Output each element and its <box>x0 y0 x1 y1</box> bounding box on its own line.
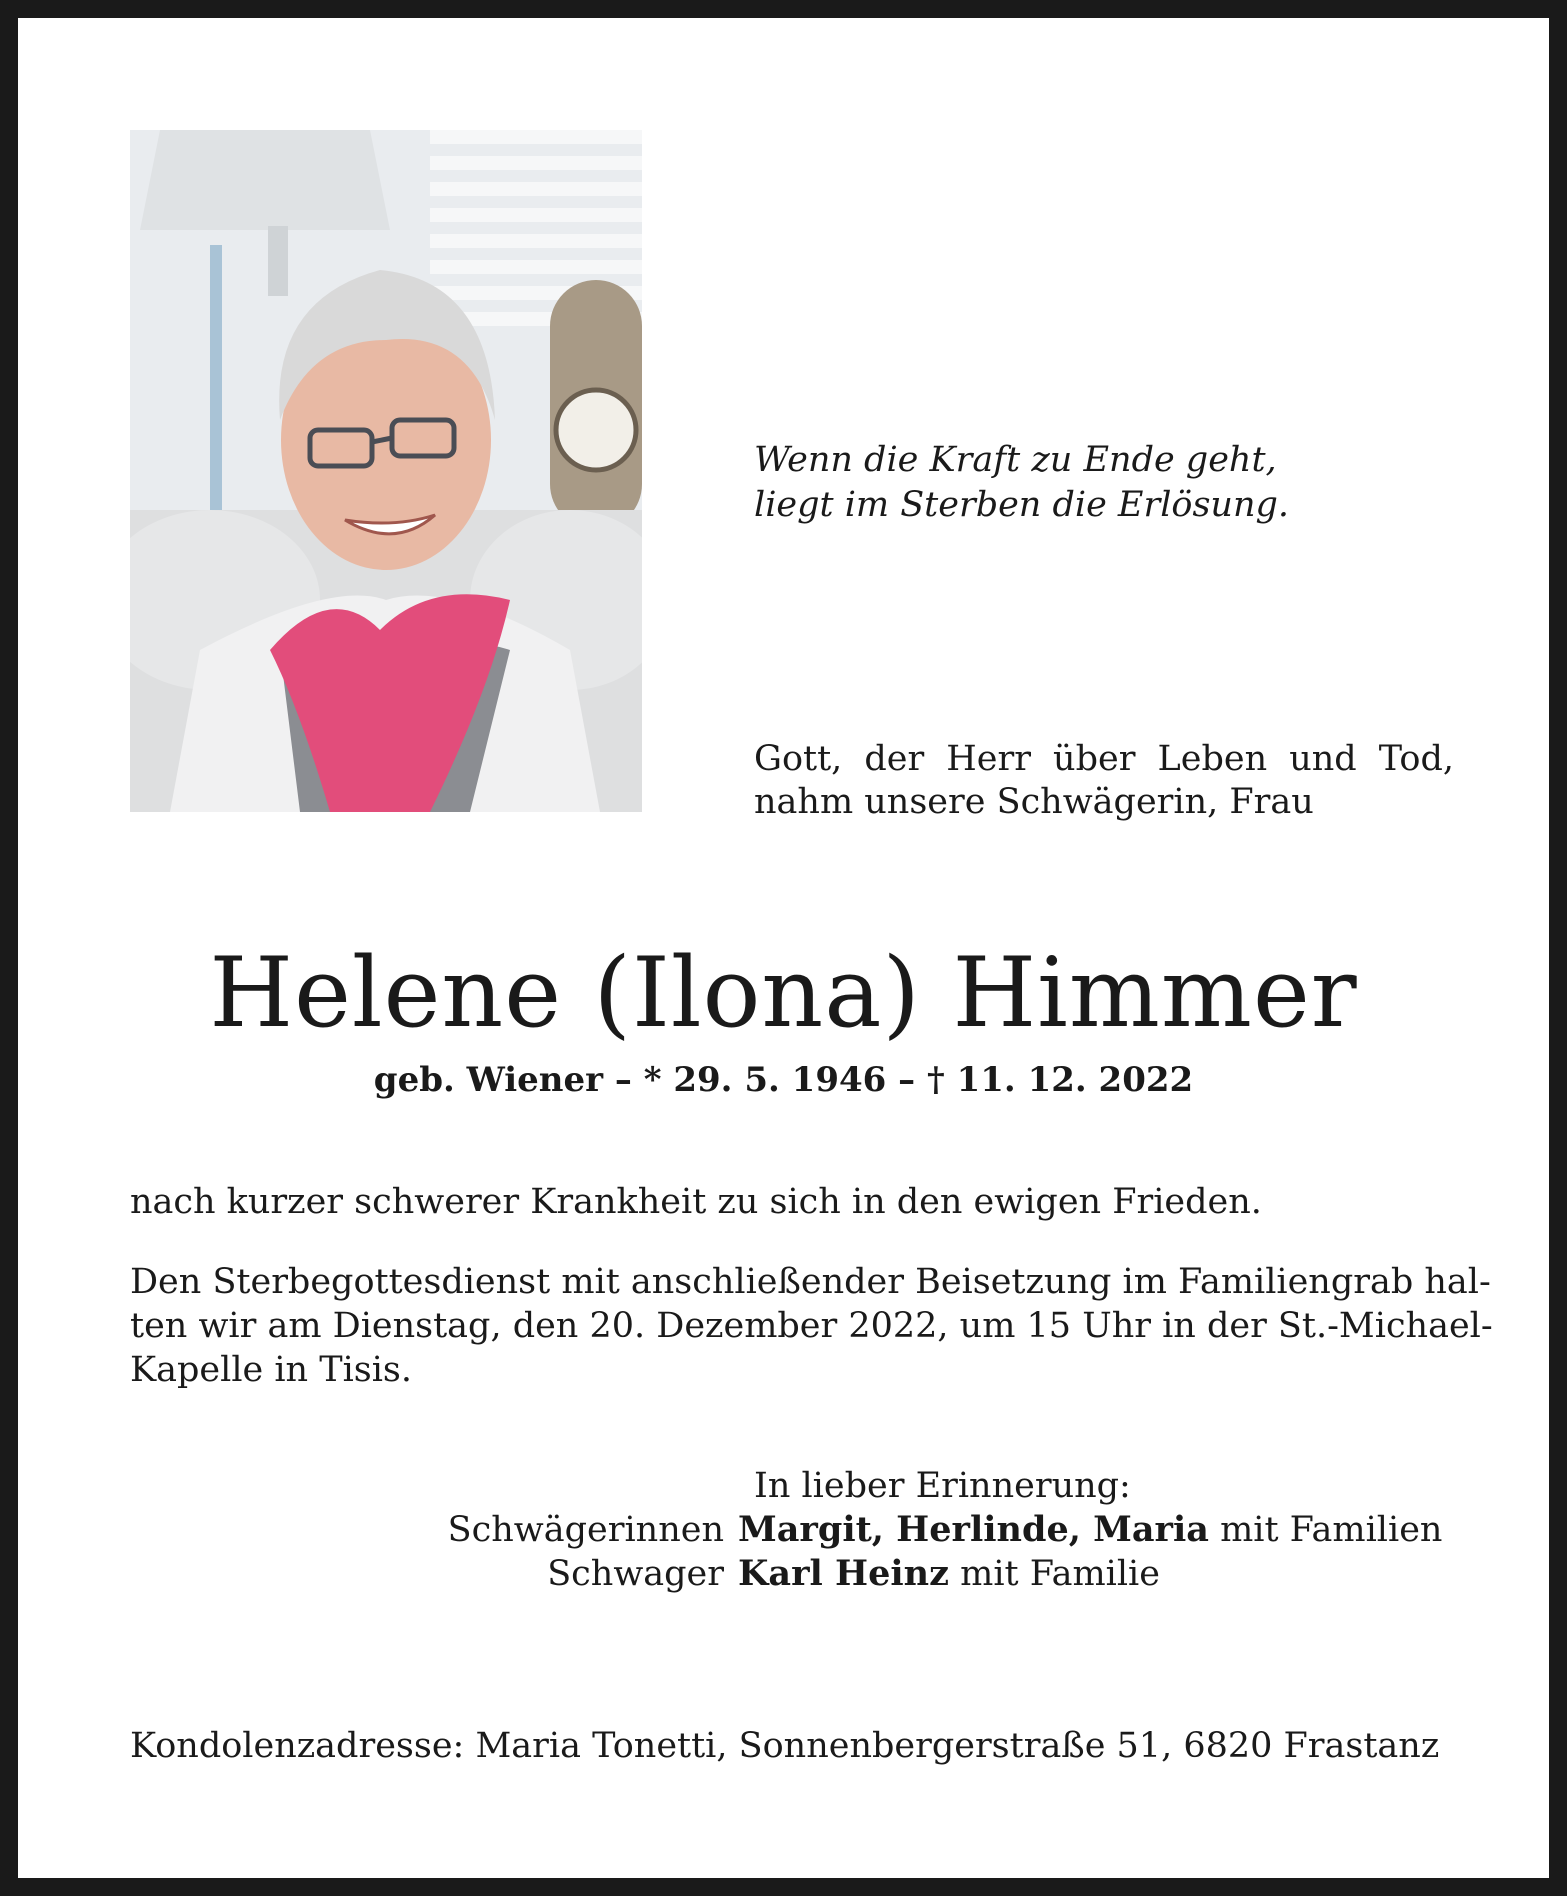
mourner-relation: Schwägerinnen <box>447 1510 724 1550</box>
intro-text <box>754 738 1454 824</box>
life-dates: geb. Wiener – * 29. 5. 1946 – † 11. 12. 2022 <box>373 1060 1194 1100</box>
service-line: Den Sterbegottesdienst mit anschließender Beisetzung im Familiengrab hal- <box>130 1262 1491 1302</box>
condolence-address: Kondolenzadresse: Maria Tonetti, Sonnenbergerstraße 51, 6820 Frastanz <box>130 1726 1440 1766</box>
intro-line: nahm unsere Schwägerin, Frau <box>754 782 1314 822</box>
quote <box>754 438 1454 528</box>
mourner-suffix: mit Familie <box>960 1554 1160 1594</box>
portrait-photo <box>130 130 642 812</box>
portrait-image <box>130 130 642 812</box>
service-line: ten wir am Dienstag, den 20. Dezember 2022, um 15 Uhr in der St.-Michael- <box>130 1306 1493 1346</box>
memory-heading: In lieber Erinnerung: <box>754 1466 1131 1506</box>
mourner-suffix: mit Familien <box>1220 1510 1443 1550</box>
mourner-relation: Schwager <box>547 1554 724 1594</box>
quote-line: Wenn die Kraft zu Ende geht, <box>754 440 1277 480</box>
service-paragraph <box>130 1260 1493 1392</box>
mourner-names: Margit, Herlinde, Maria <box>738 1509 1209 1550</box>
mourner-row <box>18 1508 1447 1552</box>
passing-sentence: nach kurzer schwerer Krankheit zu sich in den ewigen Frieden. <box>130 1182 1262 1222</box>
intro-line: Gott, der Herr über Leben und Tod, <box>754 739 1454 779</box>
mourner-names: Karl Heinz <box>738 1553 949 1594</box>
deceased-name: Helene (Ilona) Himmer <box>209 937 1358 1049</box>
quote-line: liegt im Sterben die Erlösung. <box>754 485 1290 525</box>
service-line: Kapelle in Tisis. <box>130 1350 412 1390</box>
mourner-row <box>18 1552 1447 1596</box>
